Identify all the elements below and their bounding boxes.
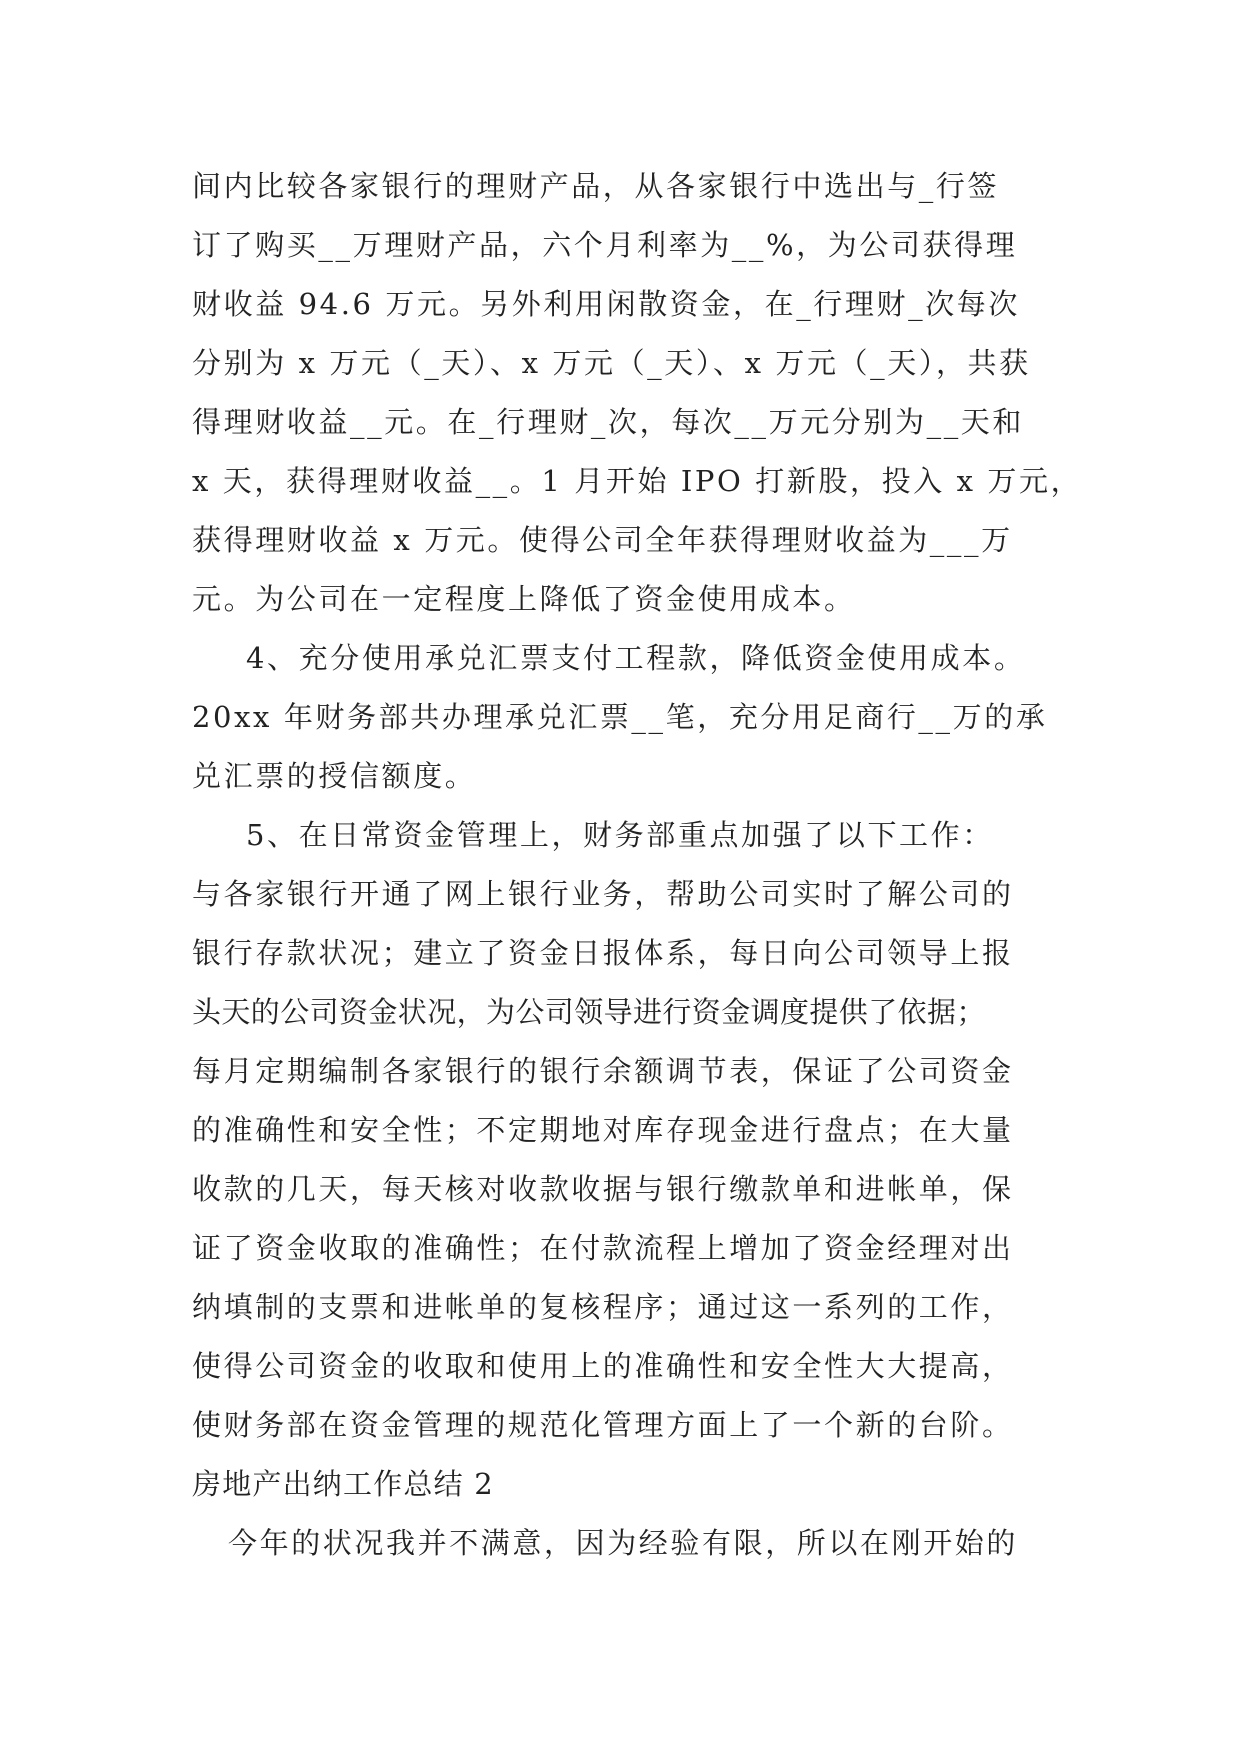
paragraph-line: 间内比较各家银行的理财产品，从各家银行中选出与_行签 xyxy=(192,169,1000,203)
paragraph-line: 20xx 年财务部共办理承兑汇票__笔，充分用足商行__万的承 xyxy=(192,700,1048,734)
paragraph-line: 财收益 94.6 万元。另外利用闲散资金，在_行理财_次每次 xyxy=(192,287,1021,321)
section-heading: 房地产出纳工作总结 2 xyxy=(192,1467,494,1501)
paragraph-line: 4、充分使用承兑汇票支付工程款，降低资金使用成本。 xyxy=(246,641,1026,675)
paragraph-line: 使得公司资金的收取和使用上的准确性和安全性大大提高， xyxy=(192,1349,1014,1383)
paragraph-line: x 天，获得理财收益__。1 月开始 IPO 打新股，投入 x 万元， xyxy=(192,464,1083,498)
paragraph-line: 每月定期编制各家银行的银行余额调节表，保证了公司资金 xyxy=(192,1054,1014,1088)
paragraph-line: 证了资金收取的准确性；在付款流程上增加了资金经理对出 xyxy=(192,1231,1014,1265)
paragraph-line: 与各家银行开通了网上银行业务，帮助公司实时了解公司的 xyxy=(192,877,1014,911)
paragraph-line: 头天的公司资金状况，为公司领导进行资金调度提供了依据； xyxy=(192,995,986,1029)
paragraph-line: 订了购买__万理财产品，六个月利率为__%，为公司获得理 xyxy=(192,228,1018,262)
paragraph-line: 的准确性和安全性；不定期地对库存现金进行盘点；在大量 xyxy=(192,1113,1014,1147)
paragraph-line: 银行存款状况；建立了资金日报体系，每日向公司领导上报 xyxy=(192,936,1014,970)
paragraph-line: 兑汇票的授信额度。 xyxy=(192,759,477,793)
paragraph-line: 纳填制的支票和进帐单的复核程序；通过这一系列的工作， xyxy=(192,1290,1014,1324)
paragraph-line: 分别为 x 万元（_天）、x 万元（_天）、x 万元（_天），共获 xyxy=(192,346,1031,380)
paragraph-line: 得理财收益__元。在_行理财_次，每次__万元分别为__天和 xyxy=(192,405,1025,439)
paragraph-line: 收款的几天，每天核对收款收据与银行缴款单和进帐单，保 xyxy=(192,1172,1014,1206)
paragraph-line: 元。为公司在一定程度上降低了资金使用成本。 xyxy=(192,582,856,616)
paragraph-line: 今年的状况我并不满意，因为经验有限，所以在刚开始的 xyxy=(228,1526,1019,1560)
paragraph-line: 5、在日常资金管理上，财务部重点加强了以下工作： xyxy=(246,818,994,852)
paragraph-line: 获得理财收益 x 万元。使得公司全年获得理财收益为___万 xyxy=(192,523,1013,557)
paragraph-line: 使财务部在资金管理的规范化管理方面上了一个新的台阶。 xyxy=(192,1408,1014,1442)
